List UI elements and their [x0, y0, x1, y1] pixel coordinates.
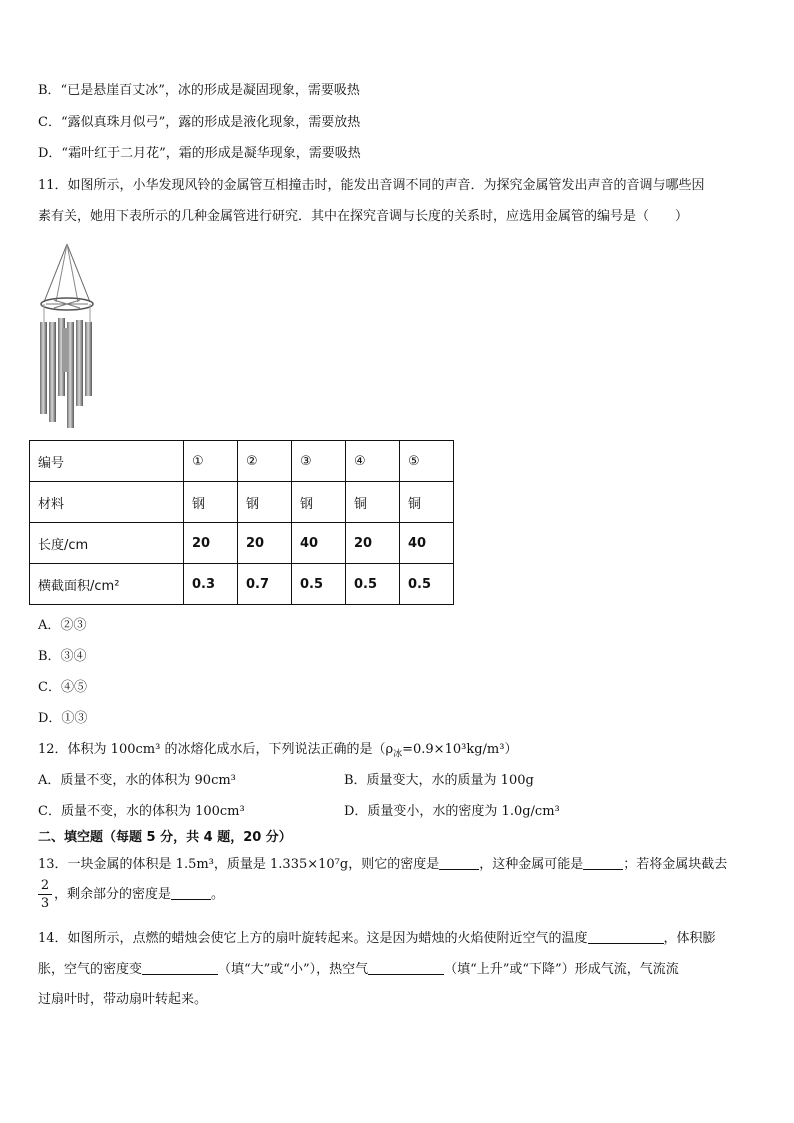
q10-option-c: C．“露似真珠月似弓”，露的形成是液化现象，需要放热 [38, 115, 361, 130]
q12-stem-suffix: =0.9×10³kg/m³） [402, 742, 518, 757]
q13-text: ，这种金属可能是 [479, 857, 584, 872]
q11-option-b: B．③④ [38, 649, 87, 664]
table-row [30, 482, 454, 523]
table-cell: 20 [238, 523, 292, 564]
q13-text: ；若将金属块截去 [623, 857, 728, 872]
table-cell: 20 [184, 523, 238, 564]
table-cell: ③ [292, 441, 346, 482]
table-cell: 钢 [238, 482, 292, 523]
q14-text: ，体积膨 [663, 931, 716, 946]
section-heading: 二、填空题（每题 5 分，共 4 题，20 分） [38, 830, 292, 845]
table-header-cell: 长度/cm [30, 523, 184, 564]
table-cell: 铜 [346, 482, 400, 523]
wind-chime-illustration [36, 242, 98, 428]
table-cell: 0.3 [184, 564, 238, 605]
metal-tube-table [29, 440, 454, 605]
table-header-cell: 横截面积/cm² [30, 564, 184, 605]
table-cell: 钢 [292, 482, 346, 523]
table-cell: 40 [292, 523, 346, 564]
q12-option-a: A．质量不变，水的体积为 90cm³ [38, 773, 236, 788]
q11-stem-line1: 11．如图所示，小华发现风铃的金属管互相撞击时，能发出音调不同的声音．为探究金属管发出声音的音调与哪些因 [38, 178, 705, 193]
table-header-cell: 材料 [30, 482, 184, 523]
table-cell: 0.7 [238, 564, 292, 605]
table-cell: 钢 [184, 482, 238, 523]
q14-text: 胀，空气的密度变 [38, 962, 143, 977]
table-cell: 0.5 [292, 564, 346, 605]
q12-stem-prefix: 12．体积为 100cm³ 的冰熔化成水后，下列说法正确的是（ρ [38, 742, 394, 757]
q12-option-d: D．质量变小，水的密度为 1.0g/cm³ [344, 804, 560, 819]
q14-text: （填“大”或“小”），热空气 [218, 962, 369, 977]
q13-text: 13．一块金属的体积是 1.5m³，质量是 1.335×10⁷g，则它的密度是 [38, 857, 440, 872]
q13-text: ，剩余部分的密度是 [54, 887, 172, 902]
q11-stem-line2: 素有关，她用下表所示的几种金属管进行研究．其中在探究音调与长度的关系时，应选用金属管的编号是（ ） [38, 209, 689, 224]
fraction-denominator: 3 [40, 896, 50, 911]
q14-stem-line2 [38, 960, 679, 979]
q13-answer-blank[interactable] [171, 885, 211, 900]
q11-option-d: D．①③ [38, 711, 88, 726]
q14-stem-line3: 过扇叶时，带动扇叶转起来。 [38, 992, 208, 1007]
table-cell: ① [184, 441, 238, 482]
q13-stem [38, 855, 727, 874]
table-cell: ④ [346, 441, 400, 482]
table-cell: 20 [346, 523, 400, 564]
q14-text: （填“上升”或“下降”）形成气流，气流流 [444, 962, 679, 977]
q14-answer-blank[interactable] [368, 960, 444, 975]
fraction-numerator: 2 [40, 878, 50, 893]
table-cell: ② [238, 441, 292, 482]
table-header-cell: 编号 [30, 441, 184, 482]
q13-answer-blank[interactable] [439, 855, 479, 870]
table-cell: 铜 [400, 482, 454, 523]
q14-stem-line1 [38, 929, 716, 948]
q13-fraction [38, 878, 52, 911]
q10-option-d: D．“霜叶红于二月花”，霜的形成是凝华现象，需要吸热 [38, 146, 361, 161]
q12-stem [38, 741, 517, 764]
q14-text: 14．如图所示，点燃的蜡烛会使它上方的扇叶旋转起来。这是因为蜡烛的火焰使附近空气的温度 [38, 931, 588, 946]
q13-text: 。 [211, 887, 225, 902]
q11-option-a: A．②③ [38, 618, 87, 633]
table-cell: 40 [400, 523, 454, 564]
q14-answer-blank[interactable] [142, 960, 218, 975]
q11-option-c: C．④⑤ [38, 680, 87, 695]
q12-option-c: C．质量不变，水的体积为 100cm³ [38, 804, 245, 819]
table-row [30, 564, 454, 605]
table-cell: ⑤ [400, 441, 454, 482]
q10-option-b: B．“已是悬崖百丈冰”，冰的形成是凝固现象，需要吸热 [38, 83, 360, 98]
fraction-bar [38, 894, 52, 895]
table-row [30, 523, 454, 564]
table-row [30, 441, 454, 482]
q12-option-b: B．质量变大，水的质量为 100g [344, 773, 534, 788]
q12-stem-subscript: 冰 [393, 749, 403, 760]
q13-stem-cont [54, 885, 224, 904]
table-cell: 0.5 [400, 564, 454, 605]
q14-answer-blank[interactable] [588, 929, 664, 944]
q13-answer-blank[interactable] [583, 855, 623, 870]
table-cell: 0.5 [346, 564, 400, 605]
